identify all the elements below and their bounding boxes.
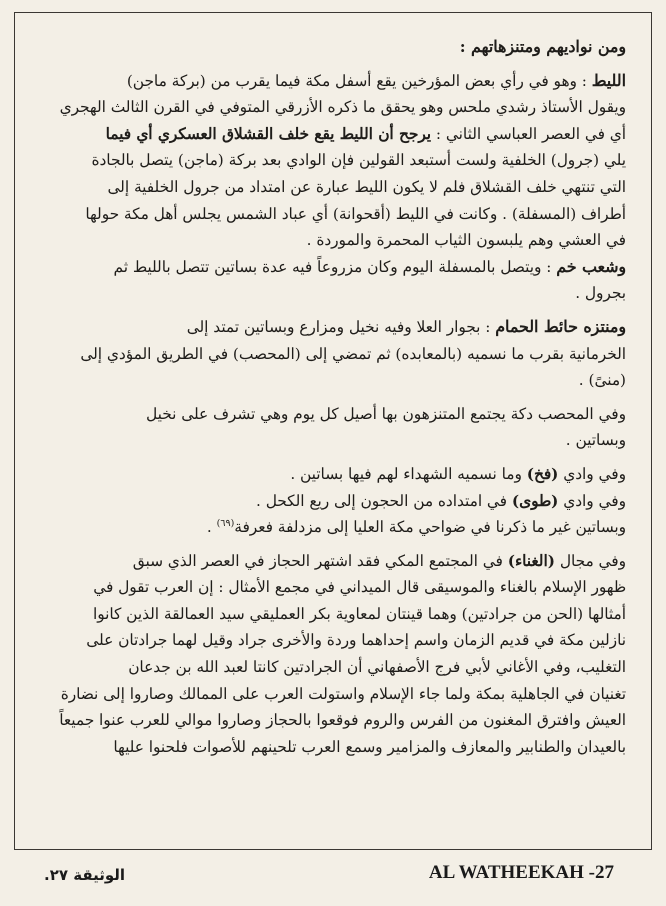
article-body: [40, 34, 626, 896]
text-line: ظهور الإسلام بالغناء والموسيقى قال الميداني في مجمع الأمثال : إن العرب تقول في: [93, 578, 626, 597]
text-line: أمثالها (الحن من جرادتين) وهما قينتان لمعاوية بكر العمليقي سيد العمالقة الذين كانوا: [92, 604, 626, 623]
text-line: التغليب، وفي الأغاني لأبي فرج الأصفهاني أن الجرادتين كانتا لعبد الله بن جدعان: [128, 658, 626, 677]
paragraph-lait: [40, 68, 626, 254]
paragraph-fakh: [40, 461, 626, 488]
text-line: الخرمانية بقرب ما نسميه (بالمعابده) ثم تمضي إلى (المحصب) في الطريق المؤدي إلى: [80, 344, 626, 363]
text-line: بجرول .: [575, 284, 626, 303]
text-line: يلي (جرول) الخلفية ولست أستبعد القولين فإن الوادي بعد بركة (ماجن) يتصل بالجادة: [91, 151, 626, 170]
section-heading: [40, 34, 626, 61]
text-line: : وهو في رأي بعض المؤرخين يقع أسفل مكة فيما يقرب من (بركة ماجن): [126, 71, 592, 90]
text-line: وما نسميه الشهداء لهم فيها بساتين .: [290, 464, 527, 483]
text-line: التي تنتهي خلف القشلاق فلم لا يكون الليط عبارة عن امتداد من جرول الخلفية إلى: [107, 177, 626, 196]
text-line: (منىً) .: [578, 371, 626, 390]
footer-english-title: AL WATHEEKAH -27: [428, 862, 614, 883]
text-line: بالعيدان والطنابير والمعازف والمزامير وسمع العرب تلحينهم للأصوات فلحنوا عليها: [113, 737, 626, 756]
text-line: وفي مجال: [554, 551, 626, 570]
text-line: تغنيان في الجاهلية بمكة ولما جاء الإسلام واستولت العرب على الممالك وصاروا إلى نضارة: [60, 684, 626, 703]
paragraph-muhassab: [40, 401, 626, 454]
term-ghina: (الغناء): [507, 551, 555, 570]
text-line: وفي المحصب دكة يجتمع المتنزهون بها أصيل كل يوم وهي تشرف على نخيل: [146, 404, 626, 423]
paragraph-tuwa: [40, 488, 626, 515]
term-fakh: (فخ): [526, 464, 559, 483]
text-line: وفي وادي: [558, 464, 626, 483]
text-line: أي في العصر العباسي الثاني :: [431, 124, 626, 143]
footer-arabic-title: الوثيقة ٢٧.: [44, 866, 126, 884]
heading-text: ومن نواديهم ومتنزهاتهم :: [459, 37, 626, 56]
paragraph-shib-khum: [40, 254, 626, 307]
text-line: في امتداده من الحجون إلى ريع الكحل .: [255, 491, 512, 510]
text-line: في المجتمع المكي فقد اشتهر الحجاز في العصر الذي سبق: [132, 551, 508, 570]
text-line: وبساتين غير ما ذكرنا في ضواحي مكة العليا إلى مزدلفة فعرفة: [234, 518, 626, 537]
text-line: : بجوار العلا وفيه نخيل ومزارع وبساتين تمتد إلى: [186, 317, 496, 336]
paragraph-hait-alhamam: [40, 314, 626, 394]
term-tuwa: (طوى): [511, 491, 559, 510]
text-line: ويقول الأستاذ رشدي ملحس وهو يحقق ما ذكره الأزرقي المتوفي في القرن الثالث الهجري: [59, 98, 626, 117]
text-line: أطراف (المسفلة) . وكانت في الليط (أقحوانة) أي عباد الشمس يجلس أهل مكة حولها: [85, 204, 626, 223]
bold-phrase: يرجح أن الليط يقع خلف القشلاق العسكري أي فيما: [105, 124, 432, 143]
term-hait-alhamam: ومنتزه حائط الحمام: [495, 316, 626, 336]
text-line: وبساتين .: [565, 431, 626, 450]
text-line: .: [206, 518, 217, 537]
text-line: : ويتصل بالمسفلة اليوم وكان مزروعاً فيه عدة بساتين تتصل بالليط ثم: [113, 257, 557, 276]
text-line: في العشي وهم يلبسون الثياب المحمرة والموردة .: [306, 231, 626, 250]
term-shib-khum: وشعب خم: [556, 256, 626, 276]
term-lait: الليط: [591, 70, 626, 90]
text-line: نازلين مكة في قديم الزمان واسم إحداهما وردة والأخرى جراد وقيل لهما جرادتان على: [86, 631, 626, 650]
text-line: العيش وافترق المغنون من الفرس والروم فوقعوا بالحجاز وصاروا موالي للعرب عنوا جميعاً: [59, 711, 626, 730]
paragraph-gardens: [40, 514, 626, 541]
footnote-marker: (٦٩): [216, 518, 235, 529]
text-line: وفي وادي: [558, 491, 626, 510]
paragraph-ghina: [40, 548, 626, 761]
